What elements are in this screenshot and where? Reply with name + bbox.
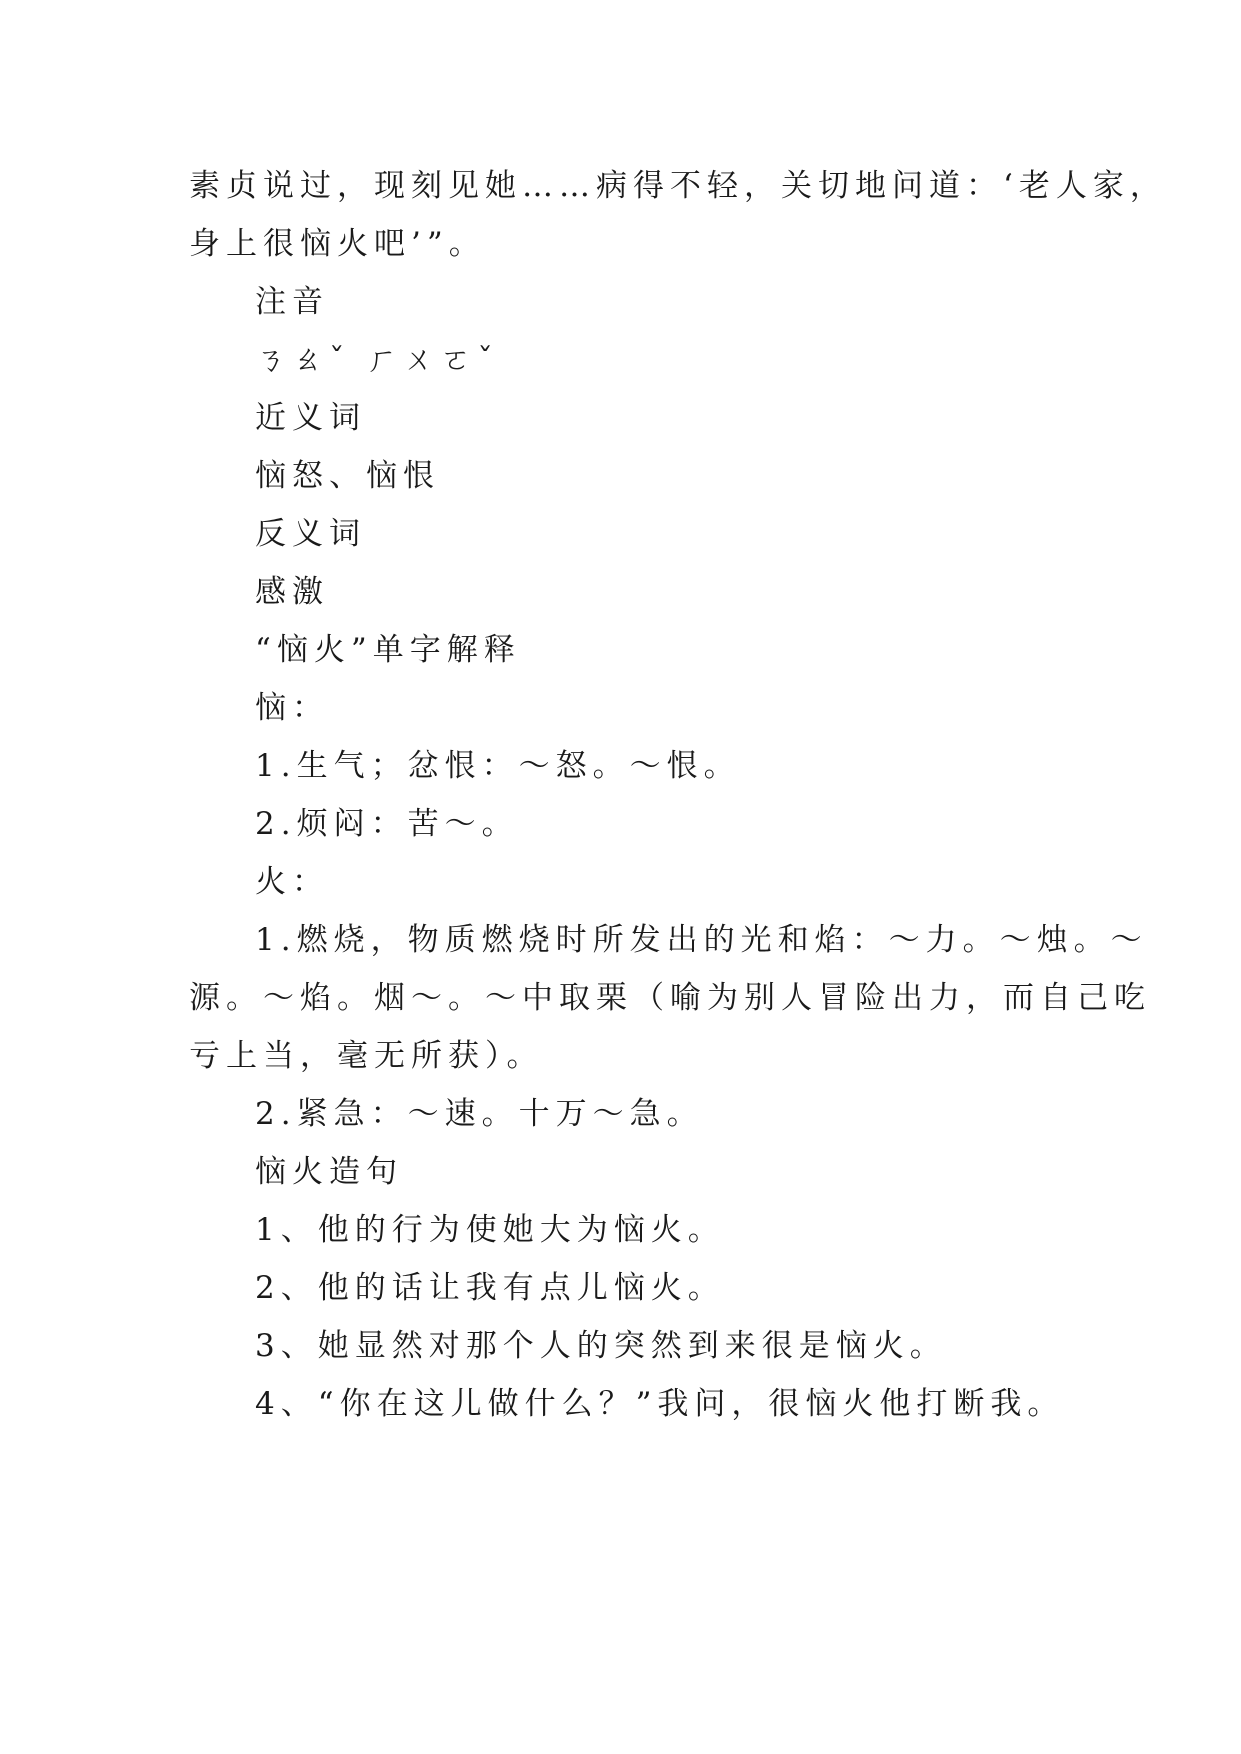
char-huo-def-1-line-1: 1.燃烧，物质燃烧时所发出的光和焰：～力。～烛。～ xyxy=(255,922,1148,958)
heading-example-sentences: 恼火造句 xyxy=(255,1154,403,1190)
char-nao-label: 恼： xyxy=(255,690,329,726)
char-huo-def-1-line-3: 亏上当，毫无所获）。 xyxy=(189,1038,544,1074)
char-huo-def-2: 2.紧急：～速。十万～急。 xyxy=(255,1096,704,1132)
example-sentence-2: 2、他的话让我有点儿恼火。 xyxy=(255,1270,725,1306)
zhuyin-text: ㄋㄠˇ ㄏㄨㄛˇ xyxy=(255,342,499,378)
heading-char-explanation: “恼火”单字解释 xyxy=(255,632,521,668)
heading-zhuyin: 注音 xyxy=(255,284,329,320)
paragraph-quote-line-2: 身上很恼火吧’”。 xyxy=(189,226,486,262)
char-huo-label: 火： xyxy=(255,864,329,900)
example-sentence-3: 3、她显然对那个人的突然到来很是恼火。 xyxy=(255,1328,947,1364)
char-huo-def-1-line-2: 源。～焰。烟～。～中取栗（喻为别人冒险出力，而自己吃 xyxy=(189,980,1151,1016)
antonyms-text: 感激 xyxy=(255,574,329,610)
char-nao-def-1: 1.生气；忿恨：～怒。～恨。 xyxy=(255,748,741,784)
heading-antonyms: 反义词 xyxy=(255,516,366,552)
paragraph-quote-line-1: 素贞说过，现刻见她……病得不轻，关切地问道：‘老人家， xyxy=(189,168,1167,204)
char-nao-def-2: 2.烦闷：苦～。 xyxy=(255,806,519,842)
example-sentence-1: 1、他的行为使她大为恼火。 xyxy=(255,1212,725,1248)
heading-synonyms: 近义词 xyxy=(255,400,366,436)
example-sentence-4: 4、“你在这儿做什么？”我问，很恼火他打断我。 xyxy=(255,1386,1065,1422)
synonyms-text: 恼怒、恼恨 xyxy=(255,458,440,494)
